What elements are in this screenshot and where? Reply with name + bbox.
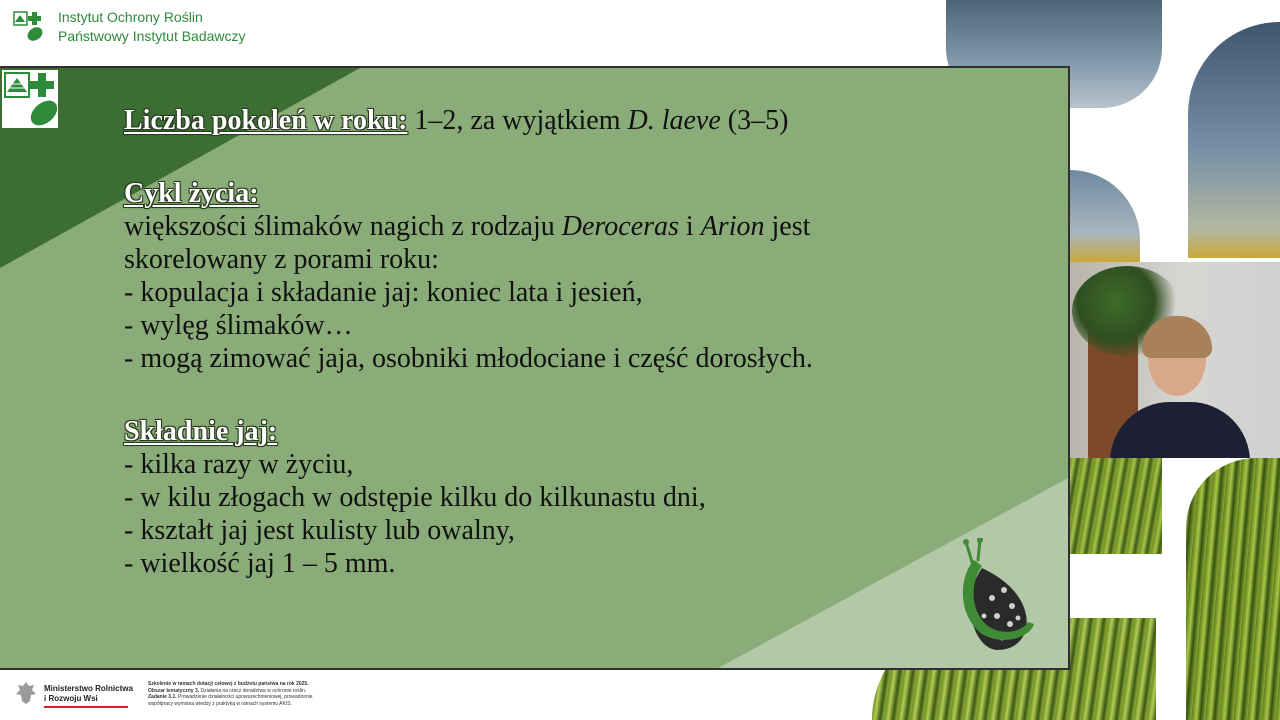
life-cycle-item: - wylęg ślimaków… <box>124 310 353 341</box>
life-cycle-heading-line <box>124 177 1044 210</box>
polish-eagle-icon <box>14 680 38 706</box>
decor-sky-panel <box>1070 170 1140 262</box>
life-cycle-intro-line2: skorelowany z porami roku: <box>124 244 439 275</box>
life-cycle-intro-text: i <box>678 211 701 242</box>
life-cycle-heading: Cykl życia: <box>124 178 259 209</box>
eggs-item: - kilka razy w życiu, <box>124 449 354 480</box>
funding-info-line2 <box>148 688 348 695</box>
slide-logo-icon <box>2 70 58 128</box>
life-cycle-intro-text: większości ślimaków nagich z rodzaju <box>124 211 562 242</box>
ministry-name-line2: i Rozwoju Wsi <box>44 694 98 703</box>
funding-info <box>148 681 348 707</box>
generations-line <box>124 104 1044 137</box>
institute-name-line1: Instytut Ochrony Roślin <box>58 9 203 25</box>
life-cycle-item: - kopulacja i składanie jaj: koniec lata i jesień, <box>124 277 643 308</box>
institute-name <box>58 8 246 46</box>
presentation-slide <box>0 68 1068 668</box>
eggs-item: - kształt jaj jest kulisty lub owalny, <box>124 515 515 546</box>
decor-grass-panel <box>1186 458 1280 720</box>
funding-info-line4: współpracy wymiana wiedzy z praktyką w ramach systemu AKIS. <box>148 700 292 707</box>
life-cycle-intro <box>124 210 1044 243</box>
eggs-heading: Składnie jaj: <box>124 416 278 447</box>
ministry-name <box>44 684 133 704</box>
eggs-heading-line <box>124 415 1044 448</box>
eggs-item: - w kilu złogach w odstępie kilku do kilkunastu dni, <box>124 482 706 513</box>
eggs-item: - wielkość jaj 1 – 5 mm. <box>124 548 396 579</box>
genus-arion: Arion <box>700 211 765 242</box>
presenter-webcam <box>1070 262 1280 458</box>
ministry-red-line <box>44 706 128 708</box>
decor-grass-panel <box>1070 458 1162 554</box>
funding-info-line3 <box>148 694 348 701</box>
funding-task-text: Prowadzenie działalności upowszechnieniowej, prowadzenie <box>176 694 313 701</box>
funding-area-label: Obszar tematyczny 3. <box>148 687 200 694</box>
generations-species: D. laeve <box>627 105 721 136</box>
funding-task-label: Zadanie 3.1. <box>148 694 177 701</box>
institute-name-line2: Państwowy Instytut Badawczy <box>58 28 246 44</box>
funding-area-text: Działania na rzecz doradztwa w ochronie roślin. <box>199 687 307 694</box>
ministry-name-line1: Ministerstwo Rolnictwa <box>44 684 133 693</box>
decor-sky-panel <box>1188 22 1280 258</box>
genus-deroceras: Deroceras <box>561 211 679 242</box>
generations-text-end: (3–5) <box>720 105 789 136</box>
slide-content <box>124 104 1044 580</box>
snail-strawberry-icon <box>952 538 1038 656</box>
generations-text: 1–2, za wyjątkiem <box>407 105 628 136</box>
life-cycle-item: - mogą zimować jaja, osobniki młodociane i część dorosłych. <box>124 343 813 374</box>
life-cycle-intro-text: jest <box>764 211 811 242</box>
funding-info-line1: Szkolenie w ramach dotacji celowej z budżetu państwa na rok 2025. <box>148 681 309 687</box>
institute-logo-icon <box>12 10 46 42</box>
generations-heading: Liczba pokoleń w roku: <box>124 105 408 136</box>
